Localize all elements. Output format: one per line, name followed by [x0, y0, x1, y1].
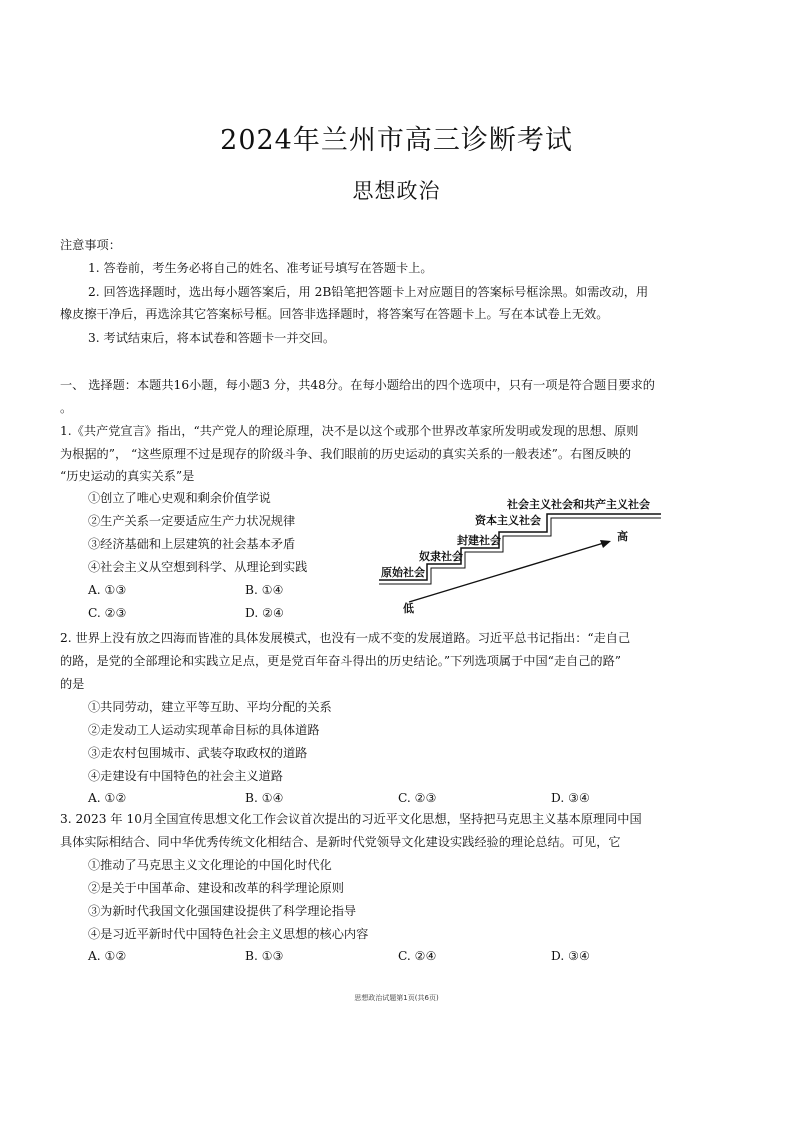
q2-statement-4: ④走建设有中国特色的社会主义道路: [88, 769, 283, 783]
q1-option-d: D. ②④: [245, 606, 284, 620]
q1-stem-line-2: 为根据的”， “这些原理不过是现存的阶级斗争、我们眼前的历史运动的真实关系的一般表述”。右图反映的: [60, 447, 632, 461]
section-1-instructions-line-1: 一、 选择题：本题共16小题，每小题3 分，共48分。在每小题给出的四个选项中，只有一项是符合题目要求的: [60, 378, 655, 392]
q2-statement-3: ③走农村包围城市、武装夺取政权的道路: [88, 746, 308, 760]
q2-option-d: D. ③④: [551, 791, 590, 805]
notice-item-2-line-2: 橡皮擦干净后，再选涂其它答案标号框。回答非选择题时，将答案写在答题卡上。写在本试卷上无效。: [60, 307, 609, 321]
q3-option-c: C. ②④: [398, 949, 437, 963]
section-1-instructions-line-2: 。: [60, 401, 73, 415]
q2-option-a: A. ①②: [88, 791, 127, 805]
q2-statement-1: ①共同劳动，建立平等互助、平均分配的关系: [88, 700, 332, 714]
q3-stem-line-2: 具体实际相结合、同中华优秀传统文化相结合、是新时代党领导文化建设实践经验的理论总结。可见，它: [60, 835, 621, 849]
notice-item-2-line-1: 2. 回答选择题时，选出每小题答案后，用 2B铅笔把答题卡上对应题目的答案标号框涂黑。如需改动，用: [88, 285, 649, 299]
q1-stem-line-3: “历史运动的真实关系”是: [60, 469, 195, 483]
q3-option-b: B. ①③: [245, 949, 284, 963]
notice-item-3: 3. 考试结束后，将本试卷和答题卡一并交回。: [88, 331, 336, 345]
q3-statement-1: ①推动了马克思主义文化理论的中国化时代化: [88, 858, 332, 872]
q3-option-a: A. ①②: [88, 949, 127, 963]
q1-stem-line-1: 1.《共产党宣言》指出，“共产党人的理论原理，决不是以这个或那个世界改革家所发明或发现的思想、原则: [60, 424, 639, 438]
notice-heading: 注意事项：: [60, 238, 121, 252]
notice-item-1: 1. 答卷前，考生务必将自己的姓名、准考证号填写在答题卡上。: [88, 261, 433, 275]
q3-statement-3: ③为新时代我国文化强国建设提供了科学理论指导: [88, 904, 357, 918]
diagram-label-high: 高: [617, 530, 628, 543]
q1-statement-4: ④社会主义从空想到科学、从理论到实践: [88, 560, 308, 574]
q3-option-d: D. ③④: [551, 949, 590, 963]
social-development-staircase-diagram: [375, 492, 675, 617]
q2-statement-2: ②走发动工人运动实现革命目标的具体道路: [88, 723, 320, 737]
q1-option-c: C. ②③: [88, 606, 127, 620]
q1-statement-1: ①创立了唯心史观和剩余价值学说: [88, 491, 271, 505]
page-footer: 思想政治试题第1页(共6页): [354, 994, 439, 1002]
diagram-step-socialist-communist-society: 社会主义社会和共产主义社会: [507, 498, 650, 511]
q2-option-b: B. ①④: [245, 791, 284, 805]
diagram-label-low: 低: [403, 602, 414, 615]
diagram-step-slave-society: 奴隶社会: [419, 550, 463, 563]
q1-option-b: B. ①④: [245, 583, 284, 597]
q2-stem-line-1: 2. 世界上没有放之四海而皆准的具体发展模式，也没有一成不变的发展道路。习近平总书记指出：“走自己: [60, 631, 631, 645]
exam-title: 2024年兰州市高三诊断考试: [220, 125, 573, 156]
q3-statement-4: ④是习近平新时代中国特色社会主义思想的核心内容: [88, 927, 369, 941]
q1-statement-2: ②生产关系一定要适应生产力状况规律: [88, 514, 296, 528]
q3-statement-2: ②是关于中国革命、建设和改革的科学理论原则: [88, 881, 344, 895]
q3-stem-line-1: 3. 2023 年 10月全国宣传思想文化工作会议首次提出的习近平文化思想，坚持把马克思主义基本原理同中国: [60, 812, 642, 826]
q2-stem-line-3: 的是: [60, 677, 85, 691]
q2-option-c: C. ②③: [398, 791, 437, 805]
diagram-step-capitalist-society: 资本主义社会: [475, 514, 541, 527]
q1-statement-3: ③经济基础和上层建筑的社会基本矛盾: [88, 537, 296, 551]
exam-subject: 思想政治: [352, 179, 441, 203]
q2-stem-line-2: 的路，是党的全部理论和实践立足点，更是党百年奋斗得出的历史结论。”下列选项属于中国“走自己的路”: [60, 654, 622, 668]
diagram-step-feudal-society: 封建社会: [457, 534, 501, 547]
q1-option-a: A. ①③: [88, 583, 127, 597]
diagram-step-primitive-society: 原始社会: [381, 566, 425, 579]
